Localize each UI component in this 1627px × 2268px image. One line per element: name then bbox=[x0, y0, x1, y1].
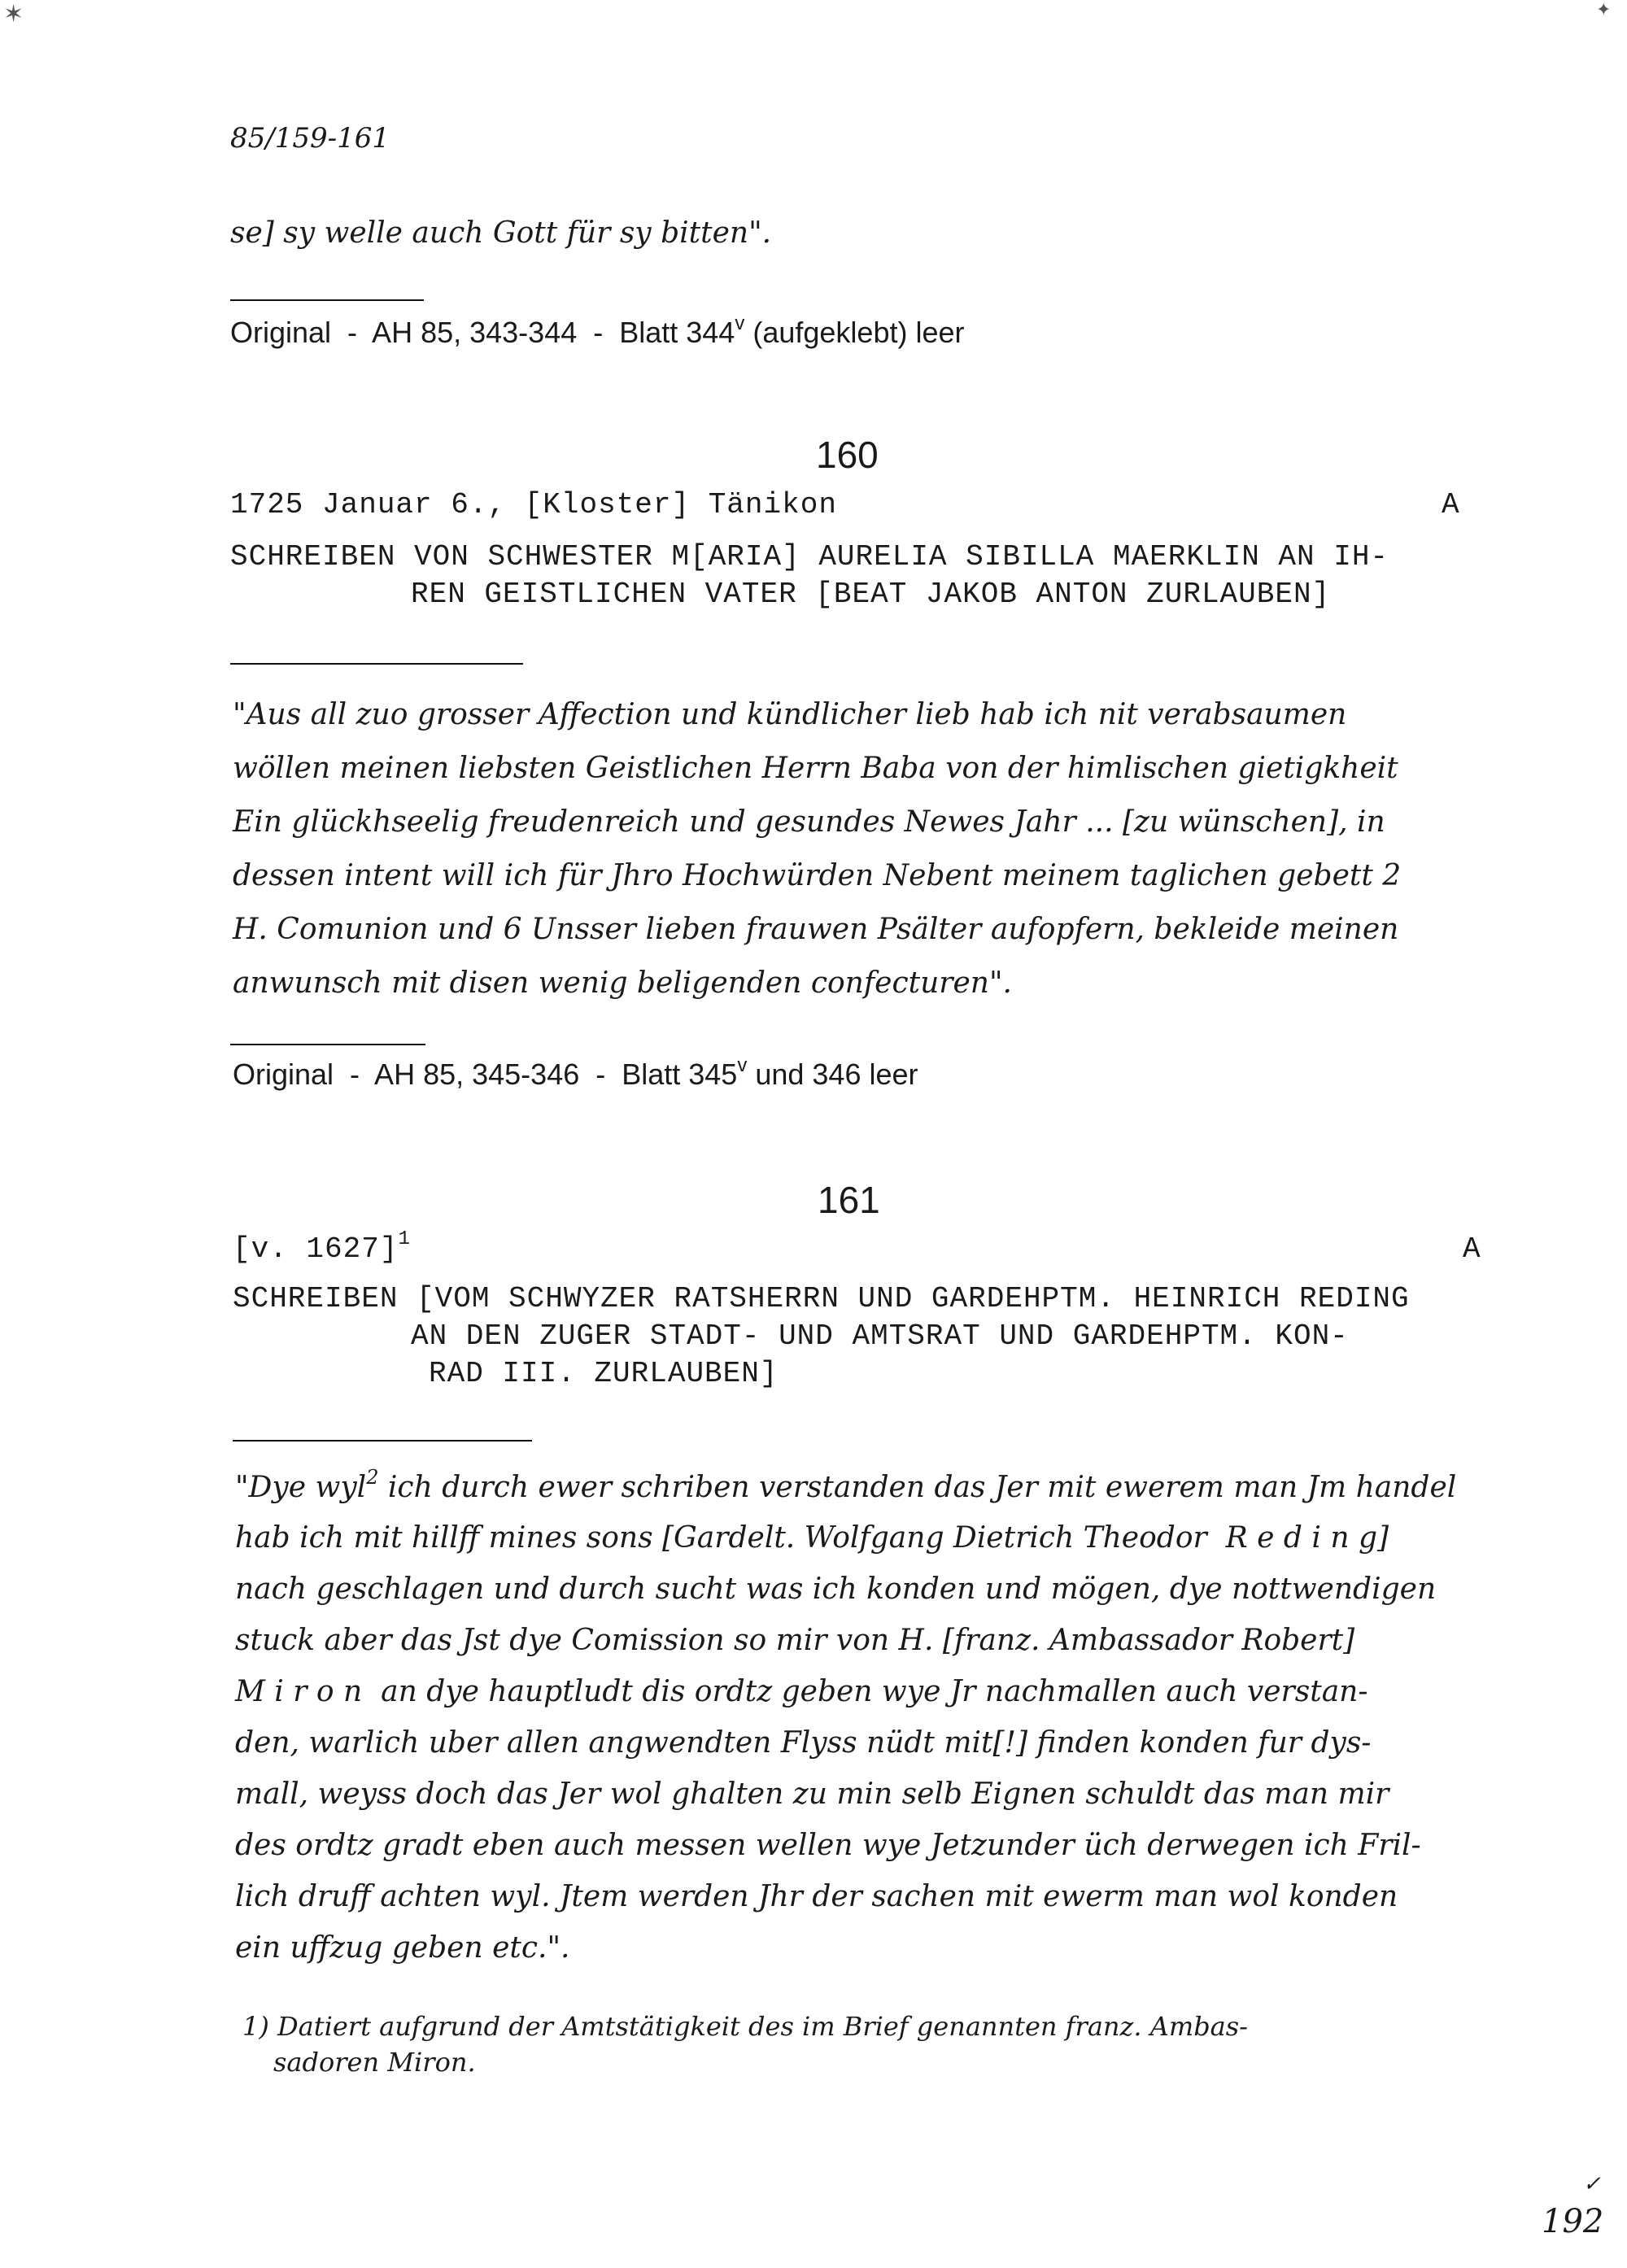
doc160-text-line: H. Comunion und 6 Unsser lieben frauwen Psälter aufopfern, bekleide meinen bbox=[233, 913, 1399, 946]
doc161-heading-line-3: RAD III. ZURLAUBEN] bbox=[429, 1357, 779, 1390]
doc160-source-sup: v bbox=[737, 1054, 748, 1076]
doc160-text-line: "Aus all zuo grosser Affection und kündlicher lieb hab ich nit verabsaumen bbox=[233, 698, 1347, 731]
doc160-text-line: anwunsch mit disen wenig beligenden confecturen". bbox=[233, 966, 1012, 1000]
doc161-text bbox=[235, 1466, 1504, 1991]
doc160-text-line: Ein glückhseelig freudenreich und gesundes Newes Jahr ... [zu wünschen], in bbox=[233, 805, 1385, 839]
doc160-date: 1725 Januar 6., [Kloster] Tänikon bbox=[230, 488, 837, 521]
doc159-source-line bbox=[230, 312, 965, 350]
doc161-letter: A bbox=[1463, 1232, 1481, 1266]
doc159-source-suffix: (aufgeklebt) leer bbox=[744, 316, 965, 349]
doc161-heading-line-1: SCHREIBEN [VOM SCHWYZER RATSHERRN UND GARDEHPTM. HEINRICH REDING bbox=[233, 1282, 1410, 1315]
doc161-heading-line-2: AN DEN ZUGER STADT- UND AMTSRAT UND GARDEHPTM. KON- bbox=[411, 1319, 1349, 1353]
doc159-source-prefix: Original - AH 85, 343-344 - Blatt 344 bbox=[230, 316, 735, 349]
scan-artifact-top-left: ✶ bbox=[3, 0, 24, 28]
doc160-number: 160 bbox=[816, 434, 879, 476]
doc161-footnote-line-2: sadoren Miron. bbox=[273, 2047, 476, 2078]
doc161-text-line bbox=[235, 1466, 1457, 1504]
doc161-footnote-ref-2: 2 bbox=[366, 1466, 379, 1489]
doc161-text-line: ein uffzug geben etc.". bbox=[235, 1931, 570, 1965]
doc161-footnote-line-1: 1) Datiert aufgrund der Amtstätigkeit des im Brief genannten franz. Ambas- bbox=[242, 2011, 1248, 2042]
doc160-letter: A bbox=[1442, 488, 1460, 521]
doc161-date-sup: 1 bbox=[398, 1228, 411, 1250]
doc161-text-line: des ordtz gradt eben auch messen wellen wye Jetzunder üch derwegen ich Fril- bbox=[235, 1829, 1421, 1862]
doc160-rule-top bbox=[230, 663, 523, 665]
doc161-text-line: stuck aber das Jst dye Comission so mir von H. [franz. Ambassador Robert] bbox=[235, 1624, 1355, 1657]
doc160-source-prefix: Original - AH 85, 345-346 - Blatt 345 bbox=[233, 1058, 738, 1091]
doc159-rule bbox=[230, 299, 424, 301]
doc161-text-line: lich druff achten wyl. Jtem werden Jhr der sachen mit ewerm man wol konden bbox=[235, 1880, 1398, 1913]
doc161-text-first-a: "Dye wyl bbox=[235, 1471, 367, 1504]
doc160-source-line bbox=[233, 1054, 918, 1092]
check-mark: ✓ bbox=[1583, 2172, 1601, 2196]
doc161-text-first-b: ich durch ewer schriben verstanden das Jer mit ewerem man Jm handel bbox=[378, 1471, 1457, 1504]
scan-artifact-top-right: ✦ bbox=[1596, 0, 1612, 20]
doc160-heading-line-1: SCHREIBEN VON SCHWESTER M[ARIA] AURELIA SIBILLA MAERKLIN AN IH- bbox=[230, 540, 1389, 574]
doc161-date-text: [v. 1627] bbox=[233, 1232, 399, 1266]
doc160-text bbox=[233, 698, 1502, 1023]
doc161-text-line: den, warlich uber allen angwendten Flyss nüdt mit[!] finden konden fur dys- bbox=[235, 1726, 1372, 1760]
doc161-text-line: mall, weyss doch das Jer wol ghalten zu min selb Eignen schuldt das man mir bbox=[235, 1777, 1389, 1811]
doc161-text-line: nach geschlagen und durch sucht was ich konden und mögen, dye nottwendigen bbox=[235, 1572, 1437, 1606]
doc160-rule-bottom bbox=[230, 1044, 425, 1045]
doc161-text-line: hab ich mit hillff mines sons [Gardelt. Wolfgang Dietrich Theodor R e d i n g] bbox=[235, 1521, 1389, 1555]
doc161-number: 161 bbox=[818, 1179, 880, 1221]
doc161-rule bbox=[233, 1440, 532, 1441]
doc160-heading-line-2: REN GEISTLICHEN VATER [BEAT JAKOB ANTON ZURLAUBEN] bbox=[411, 578, 1331, 611]
doc159-source-sup: v bbox=[735, 312, 745, 334]
doc160-source-suffix: und 346 leer bbox=[747, 1058, 918, 1091]
handwritten-page-number: 192 bbox=[1542, 2203, 1604, 2240]
doc161-text-line: M i r o n an dye hauptludt dis ordtz geben wye Jr nachmallen auch verstan- bbox=[235, 1675, 1368, 1708]
doc160-text-line: dessen intent will ich für Jhro Hochwürden Nebent meinem taglichen gebett 2 bbox=[233, 859, 1402, 892]
running-reference: 85/159-161 bbox=[230, 122, 390, 155]
doc161-date bbox=[233, 1228, 411, 1266]
doc159-closing-line: se] sy welle auch Gott für sy bitten". bbox=[230, 216, 772, 250]
doc160-text-line: wöllen meinen liebsten Geistlichen Herrn Baba von der himlischen gietigkheit bbox=[233, 752, 1398, 785]
